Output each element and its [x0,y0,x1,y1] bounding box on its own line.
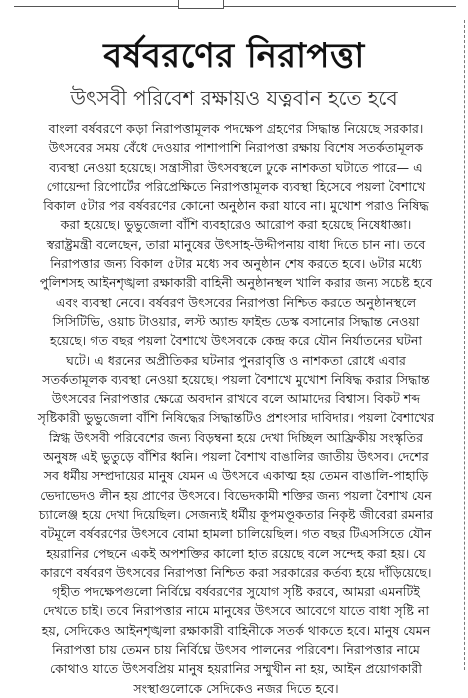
article-line: এবং ব্যবস্থা নেবে। বর্ষবরণ উৎসবের নিরাপত্তা নিশ্চিত করতে অনুষ্ঠানস্থলে [55,294,417,310]
article-line: বিকাল ৫টার পর বর্ষবরণের কোনো অনুষ্ঠান করা যাবে না। মুখোশ পরাও নিষিদ্ধ [43,198,429,214]
article-line: অনুষঙ্গ এই ভুতুড়ে বাঁশির ধ্বনি। পয়লা বৈশাখ বাঙালির জাতীয় উৎসব। দেশের [43,449,429,465]
article-line: গৃহীত পদক্ষেপগুলো নির্বিঘ্নে বর্ষবরণের সুযোগ সৃষ্টি করবে, আমরা এমনটিই [52,584,420,600]
article-line: সিসিটিভি, ওয়াচ টাওয়ার, লস্ট অ্যান্ড ফাইন্ড ডেস্ক বসানোর সিদ্ধান্ত নেওয়া [52,313,420,329]
article-line: বাংলা বর্ষবরণে কড়া নিরাপত্তামূলক পদক্ষেপ গ্রহণের সিদ্ধান্ত নিয়েছে সরকার। [48,121,424,136]
article-line: পুলিশসহ আইনশৃঙ্খলা রক্ষাকারী বাহিনী অনুষ্ঠানস্থল খালি করার জন্য সচেষ্ট হবে [39,275,433,291]
article-line: সংস্থাগুলোকে সেদিকেও নজর দিতে হবে। [133,680,339,696]
article-line: করা হয়েছে। ভুভুজেলা বাঁশি ব্যবহারেও আরোপ করা হয়েছে নিষেধাজ্ঞা। [60,217,412,233]
article-line: স্বরাষ্ট্রমন্ত্রী বলেছেন, তারা মানুষের উৎসাহ-উদ্দীপনায় বাধা দিতে চান না। তবে [46,236,426,252]
article-line: উৎসবের নিরাপত্তার ক্ষেত্রে অবদান রাখবে বলে আমাদের বিশ্বাস। বিকট শব্দ [51,391,421,407]
article-line: হয়, সেদিকেও আইনশৃঙ্খলা রক্ষাকারী বাহিনীকে সতর্ক থাকতে হবে। মানুষ যেমন [41,622,431,638]
article-line: হয়রানির পেছনে একই অপশক্তির কালো হাত রয়েছে বলে সন্দেহ করা হয়। যে [46,545,426,561]
article-line: নিরাপত্তা চায় তেমন চায় নির্বিঘ্নে উৎসব পালনের পরিবেশ। নিরাপত্তার নামে [52,642,420,658]
article-line: সব ধর্মীয় সম্প্রদায়ের মানুষ যেমন এ উৎসবে একাত্ম হয় তেমন বাঙালি-পাহাড়ি [43,468,429,484]
top-rule-line [14,6,456,7]
article-line: সৃষ্টিকারী ভুভুজেলা বাঁশি নিষিদ্ধের সিদ্ধান্তটিও প্রশংসার দাবিদার। পয়লা বৈশাখের [37,410,435,426]
article-line: ব্যবস্থা নেওয়া হয়েছে। সন্ত্রাসীরা উৎসবস্থলে ঢুকে নাশকতা ঘটাতে পারে— এ [49,159,423,175]
subheadline: উৎসবী পরিবেশ রক্ষায়ও যত্নবান হতে হবে [70,86,398,110]
article-line: বটমূলে বর্ষবরণের উৎসবে বোমা হামলা চালিয়েছিল। গত বছর টিএসসিতে যৌন [40,526,432,542]
article-line: উৎসবের সময় বেঁধে দেওয়ার পাশাপাশি নিরাপত্তা রক্ষায় বিশেষ সতর্কতামূলক [48,140,424,156]
top-rule [0,0,468,18]
article-line: হয়েছে। গত বছর পয়লা বৈশাখে উৎসবকে কেন্দ্র করে যৌন নির্যাতনের ঘটনা [49,333,423,349]
article-line: স্নিগ্ধ উৎসবী পরিবেশের জন্য বিড়ম্বনা হয়ে দেখা দিচ্ছিল আফ্রিকীয় সংস্কৃতির [48,429,424,445]
article-line: নিরাপত্তার জন্য বিকাল ৫টার মধ্যে সব অনুষ্ঠান শেষ করতে হবে। ৬টার মধ্যে [50,256,422,272]
article-line: কোথাও যাতে উৎসবপ্রিয় মানুষ হয়রানির সম্মুখীন না হয়, আইন প্রয়োগকারী [50,661,422,677]
column-divider [464,20,465,670]
article-line: সতর্কতামূলক ব্যবস্থা নেওয়া হয়েছে। পয়লা বৈশাখে মুখোশ নিষিদ্ধ করার সিদ্ধান্ত [42,371,430,387]
article-line: ভেদাভেদও লীন হয় প্রাণের উৎসবে। বিভেদকামী শক্তির জন্য পয়লা বৈশাখ যেন [40,487,432,503]
article-line: গোয়েন্দা রিপোর্টের পরিপ্রেক্ষিতে নিরাপত্তামূলক ব্যবস্থা হিসেবে পয়লা বৈশাখে [46,178,426,194]
top-rule-tab [178,0,224,9]
headline: বর্ষবরণের নিরাপত্তা [103,36,365,76]
article-line: দেখতে চাই। তবে নিরাপত্তার নামে মানুষের উৎসবে আবেগে যাতে বাধা সৃষ্টি না [42,603,430,619]
article-body [18,119,454,698]
article-line: কারণে বর্ষবরণ উৎসবের নিরাপত্তা নিশ্চিত করা সরকারের কর্তব্য হয়ে দাঁড়িয়েছে। [40,564,432,580]
article-line: চ্যালেঞ্জ হয়ে দেখা দিয়েছিল। সেজন্যই ধর্মীয় কূপমণ্ডূকতার নিকৃষ্ট জীবেরা রমনার [38,506,434,522]
article-line: ঘটে। এ ধরনের অপ্রীতিকর ঘটনার পুনরাবৃত্তি ও নাশকতা রোধে এবার [66,352,406,368]
